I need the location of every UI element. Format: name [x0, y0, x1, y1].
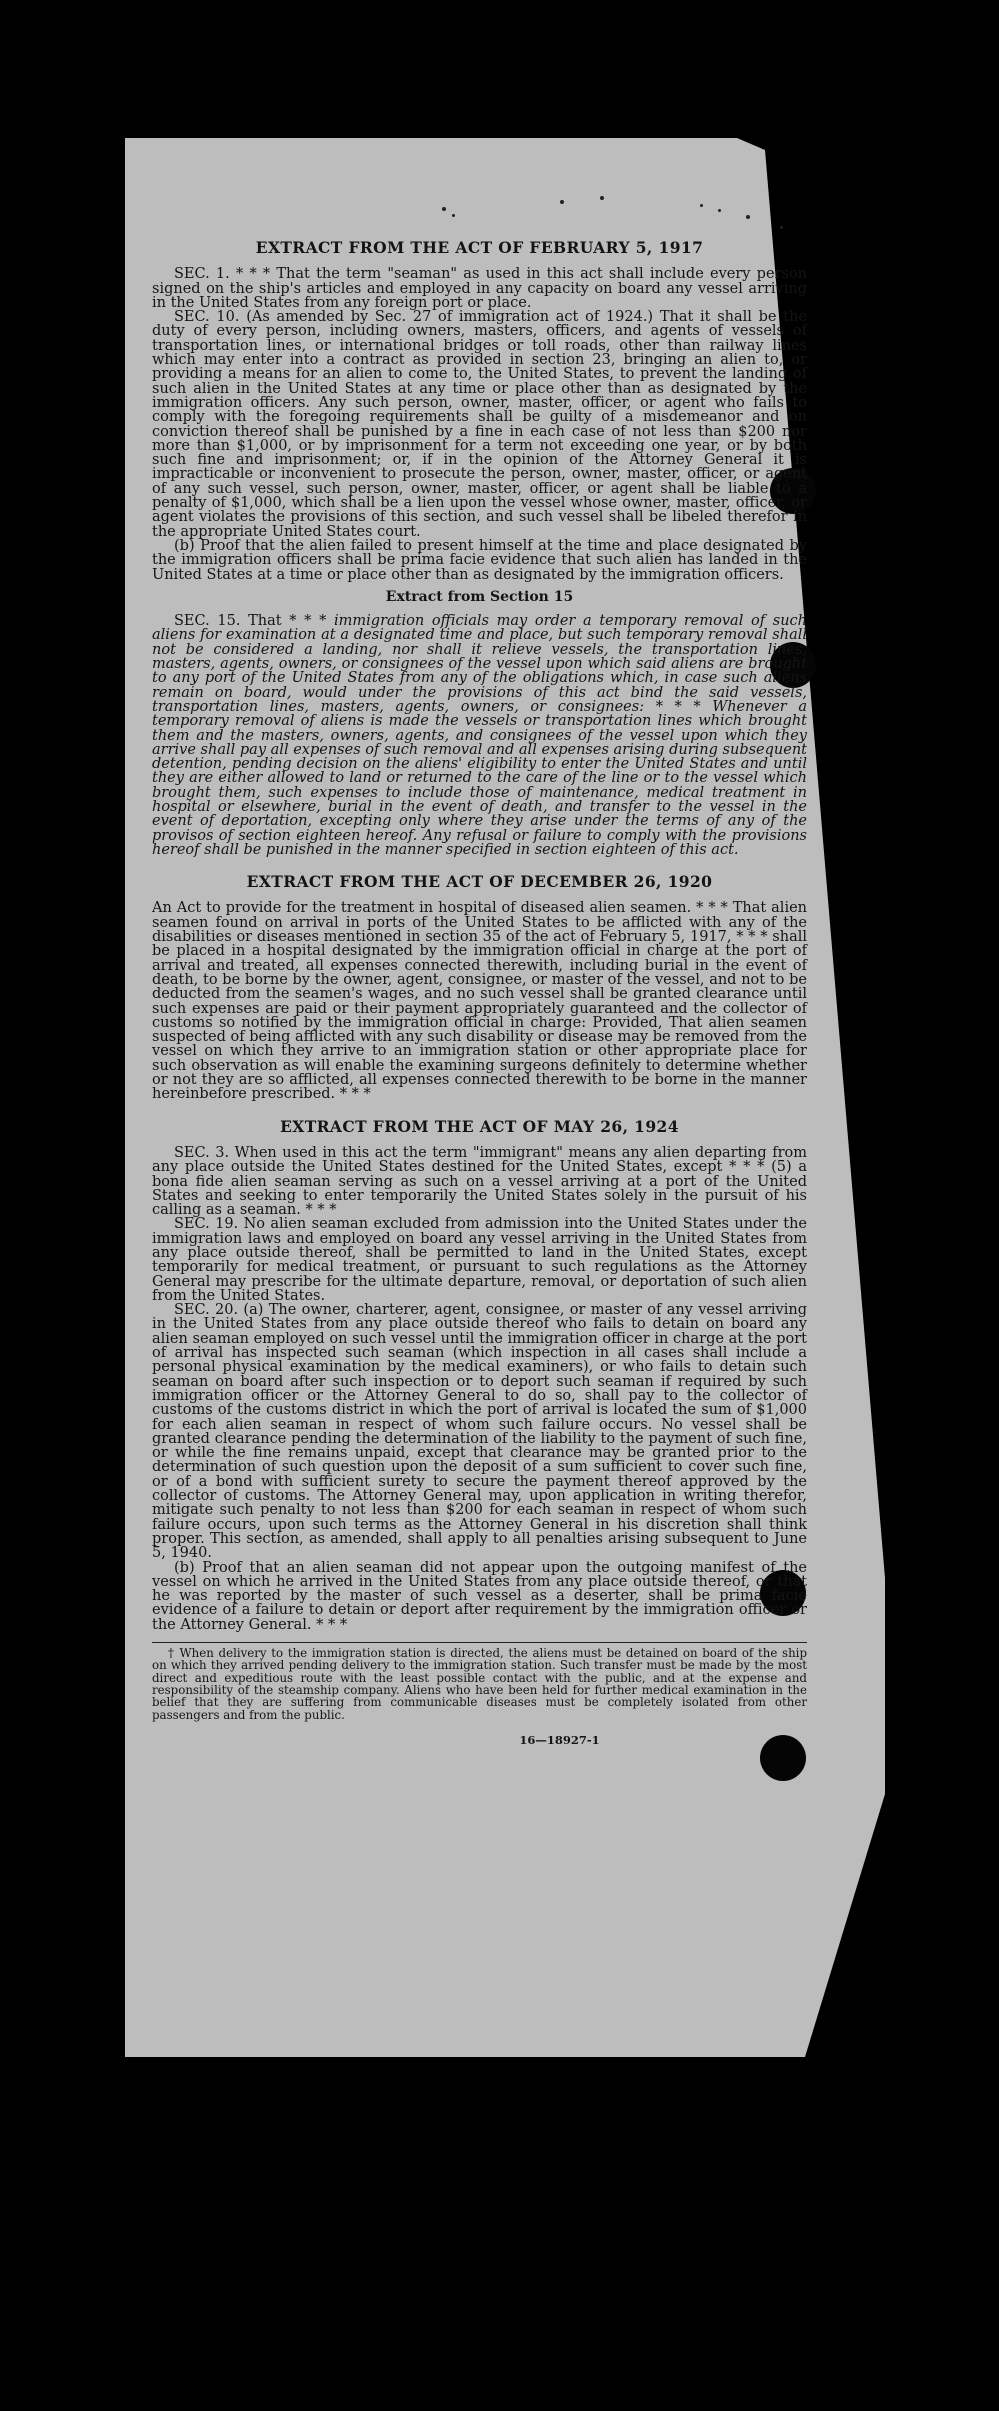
- speck-mark: [746, 215, 750, 219]
- speck-mark: [600, 196, 604, 200]
- speck-mark: [560, 200, 564, 204]
- sec-10b-paragraph: (b) Proof that the alien failed to present himself at the time and place designated by the immigration officers shall be prima facie evidence that such alien has landed in the United States at a time or place other than as designated by the immigration officers.: [152, 537, 807, 583]
- document-text: [152, 233, 807, 1747]
- speck-mark: [780, 226, 783, 229]
- section-15-subheading: Extract from Section 15: [385, 588, 574, 605]
- section-heading-1917: EXTRACT FROM THE ACT OF FEBRUARY 5, 1917: [255, 238, 704, 257]
- sec-15-italic-text: immigration officials may order a temporary removal of such aliens for examination at a designated time and place, but such temporary removal shall not be considered a landing, nor shall it relieve vessels, the transportation lines, masters, agents, owners, or consignees of the vessel upon which said aliens are brought to any port of the United States from any of the obligations which, in case such aliens remain on board, would under the provisions of this act bind the said vessels, transportation lines, masters, agents, owners, or consignees: * * * Whenever a temporary removal of aliens is made the vessels or transportation lines which brought them and the masters, owners, agents, and consignees of the vessel upon which they arrive shall pay all expenses of such removal and all expenses arising during subsequent detention, pending decision on the aliens' eligibility to enter the United States and until they are either allowed to land or returned to the care of the line or to the vessel which brought them, such expenses to include those of maintenance, medical treatment in hospital or elsewhere, burial in the event of death, and transfer to the vessel in the event of deportation, excepting only where they arise under the terms of any of the provisos of section eighteen hereof. Any refusal or failure to comply with the provisions hereof shall be punished in the manner specified in section eighteen of this act.: [152, 613, 807, 858]
- footnote: † When delivery to the immigration station is directed, the aliens must be detained on board of the ship on which they arrived pending delivery to the immigration station. Such transfer must be made by the most direct and expeditious route with the least possible contact with the public, and at the expense and responsibility of the steamship company. Aliens who have been held for further medical examination in the belief that they are suffering from communicable diseases must be completely isolated from other passengers and from the public.: [152, 1642, 807, 1721]
- section-heading-1924: EXTRACT FROM THE ACT OF MAY 26, 1924: [280, 1116, 679, 1136]
- sec-10-paragraph: SEC. 10. (As amended by Sec. 27 of immigration act of 1924.) That it shall be the duty of every person, including owners, masters, officers, and agents of vessels of transportation lines, or international bridges or toll roads, other than railway lines which may enter into a contract as provided in section 23, bringing an alien to, or providing a means for an alien to come to, the United States, to prevent the landing of such alien in the United States at any time or place other than as designated by the immigration officers. Any such person, owner, master, officer, or agent who fails to comply with the foregoing requirements shall be guilty of a misdemeanor and on conviction thereof shall be punished by a fine in each case of not less than $200 nor more than $1,000, or by imprisonment for a term not exceeding one year, or by both such fine and imprisonment; or, if in the opinion of the Attorney General it is impracticable or inconvenient to prosecute the person, owner, master, officer, or agent of any such vessel, such person, owner, master, officer, or agent shall be liable to a penalty of $1,000, which shall be a lien upon the vessel whose owner, master, officer, or agent violates the provisions of this section, and such vessel shall be libeled therefor in the appropriate United States court.: [152, 309, 807, 540]
- sec-1-paragraph: SEC. 1. * * * That the term "seaman" as used in this act shall include every person signed on the ship's articles and employed in any capacity on board any vessel arriving in the United States from any foreign port or place.: [152, 266, 807, 311]
- speck-mark: [700, 204, 703, 207]
- act-1920-paragraph: An Act to provide for the treatment in hospital of diseased alien seamen. * * * That alien seamen found on arrival in ports of the United States to be afflicted with any of the disabilities or diseases mentioned in section 35 of the act of February 5, 1917, * * * shall be placed in a hospital designated by the immigration official in charge at the port of arrival and treated, all expenses connected therewith, including burial in the event of death, to be borne by the owner, agent, consignee, or master of the vessel, and not to be deducted from the seamen's wages, and no such vessel shall be granted clearance until such expenses are paid or their payment appropriately guaranteed and the collector of customs so notified by the immigration official in charge: Provided, That alien seamen suspected of being afflicted with any such disability or disease may be removed from the vessel on which they arrive to an immigration station or other appropriate place for such observation as will enable the examining surgeons definitely to determine whether or not they are so afflicted, all expenses connected therewith to be borne in the manner hereinbefore prescribed. * * *: [152, 900, 807, 1103]
- sec-15-paragraph: [152, 614, 807, 857]
- speck-mark: [718, 209, 721, 212]
- sec-20b-paragraph: (b) Proof that an alien seaman did not appear upon the outgoing manifest of the vessel on which he arrived in the United States from any place outside thereof, or that he was reported by the master of such vessel as a deserter, shall be prima facie evidence of a failure to detain or deport after requirement by the immigration officer or the Attorney General. * * *: [152, 1559, 807, 1633]
- speck-mark: [442, 207, 446, 211]
- form-number: 16—18927-1: [519, 1732, 600, 1747]
- sec-20a-paragraph: SEC. 20. (a) The owner, charterer, agent, consignee, or master of any vessel arriving in the United States from any place outside thereof who fails to detain on board any alien seaman employed on such vessel until the immigration officer in charge at the port of arrival has inspected such seaman (which inspection in all cases shall include a personal physical examination by the medical examiners), or who fails to detain such seaman on board after such inspection or to deport such seaman if required by such immigration officer or the Attorney General to do so, shall pay to the collector of customs of the customs district in which the port of arrival is located the sum of $1,000 for each alien seaman in respect of whom such failure occurs. No vessel shall be granted clearance pending the determination of the liability to the payment of such fine, or while the fine remains unpaid, except that clearance may be granted prior to the determination of such question upon the deposit of a sum sufficient to cover such fine, or of a bond with sufficient surety to secure the payment thereof approved by the collector of customs. The Attorney General may, upon application in writing therefor, mitigate such penalty to not less than $200 for each seaman in respect of whom such failure occurs, upon such terms as the Attorney General in his discretion shall think proper. This section, as amended, shall apply to all penalties arising subsequent to June 5, 1940.: [152, 1302, 807, 1562]
- sec-19-paragraph: SEC. 19. No alien seaman excluded from admission into the United States under the immigration laws and employed on board any vessel arriving in the United States from any place outside thereof, shall be permitted to land in the United States, except temporarily for medical treatment, or pursuant to such regulations as the Attorney General may prescribe for the ultimate departure, removal, or deportation of such alien from the United States.: [152, 1216, 807, 1304]
- sec-15-lead: SEC. 15. That * * *: [174, 613, 327, 630]
- sec-3-paragraph: SEC. 3. When used in this act the term "immigrant" means any alien departing from any place outside the United States destined for the United States, except * * * (5) a bona fide alien seaman serving as such on a vessel arriving at a port of the United States and seeking to enter temporarily the United States solely in the pursuit of his calling as a seaman. * * *: [152, 1144, 807, 1219]
- speck-mark: [452, 214, 455, 217]
- section-heading-1920: EXTRACT FROM THE ACT OF DECEMBER 26, 1920: [246, 872, 713, 892]
